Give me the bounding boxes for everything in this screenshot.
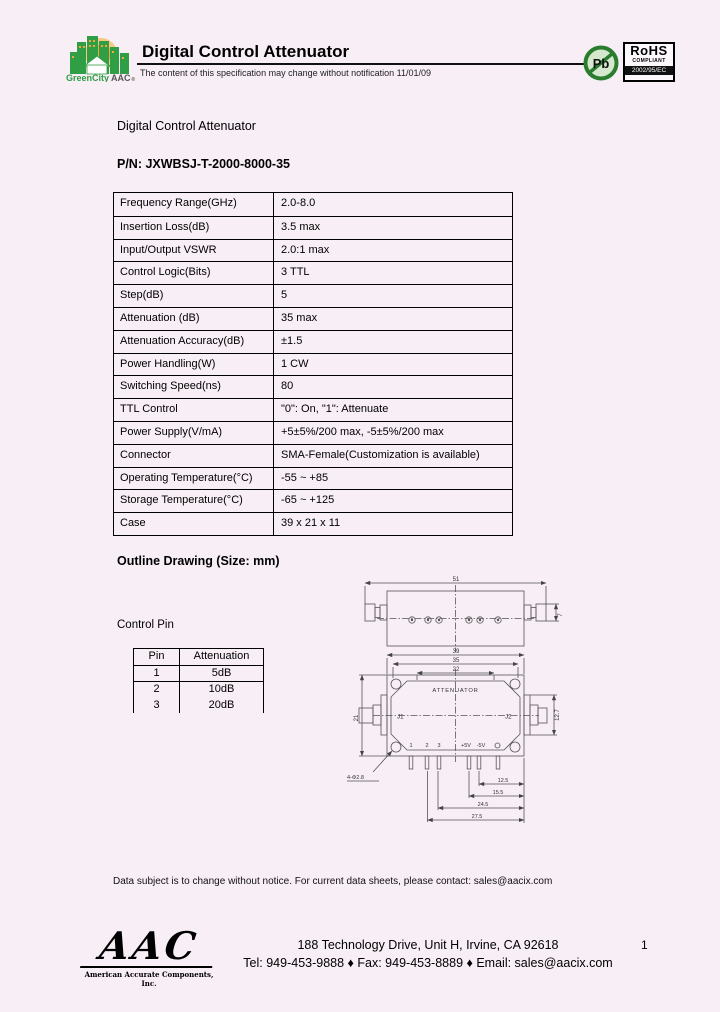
control-pin-label: Control Pin <box>117 619 174 631</box>
spec-label: Attenuation (dB) <box>114 308 274 330</box>
control-pins <box>409 756 500 769</box>
spec-label: Operating Temperature(°C) <box>114 468 274 490</box>
table-row <box>114 375 512 398</box>
pin-cell: 2 <box>134 682 180 698</box>
footer-address: 188 Technology Drive, Unit H, Irvine, CA 92618 <box>297 938 559 952</box>
pin3-label: 3 <box>437 743 441 749</box>
spec-label: Power Supply(V/mA) <box>114 422 274 444</box>
table-row <box>114 467 512 490</box>
rohs-title: RoHS <box>630 43 668 58</box>
attenuation-cell: 10dB <box>208 683 235 695</box>
header-title: Digital Control Attenuator <box>142 42 350 61</box>
spec-label: Control Logic(Bits) <box>114 262 274 284</box>
dim-24: 24.5 <box>477 802 489 808</box>
dim-front-height: 21 <box>354 714 360 722</box>
dim-conn-flange: 12.7 <box>555 709 561 721</box>
table-row <box>114 216 512 239</box>
vminus-label: -5V <box>476 743 486 749</box>
table-row <box>114 239 512 262</box>
pin-cell: 3 <box>134 698 180 714</box>
dim-holes: 4-Φ2.8 <box>347 775 364 781</box>
page-number: 1 <box>641 938 648 952</box>
outline-drawing <box>345 574 645 836</box>
table-row <box>134 682 263 698</box>
aac-logo-text: AAC <box>80 926 218 968</box>
spec-label: Connector <box>114 445 274 467</box>
spec-label: Insertion Loss(dB) <box>114 217 274 239</box>
rohs-compliant: COMPLIANT <box>632 58 666 64</box>
table-row <box>114 421 512 444</box>
part-number: P/N: JXWBSJ-T-2000-8000-35 <box>117 157 290 171</box>
spec-label: Input/Output VSWR <box>114 240 274 262</box>
spec-label: Step(dB) <box>114 285 274 307</box>
table-row <box>114 193 512 216</box>
dim-top-conn: 7 <box>558 613 564 617</box>
spec-label: Storage Temperature(°C) <box>114 490 274 512</box>
spec-value: +5±5%/200 max, -5±5%/200 max <box>281 425 444 438</box>
control-pin-table <box>133 648 264 713</box>
outline-heading: Outline Drawing (Size: mm) <box>117 554 280 568</box>
spec-value: 3 TTL <box>281 266 310 279</box>
table-row <box>114 330 512 353</box>
table-row <box>114 444 512 467</box>
rohs-directive: 2002/95/EC <box>625 66 673 75</box>
spec-label: Case <box>114 513 274 535</box>
spec-value: 1 CW <box>281 357 309 370</box>
greencity-logo <box>64 32 138 82</box>
dim-15: 15.5 <box>492 790 504 796</box>
product-subtitle: Digital Control Attenuator <box>117 119 256 133</box>
dim-front-width: 39 <box>452 649 460 655</box>
dim-front-inner: 22 <box>452 667 460 673</box>
spec-value: -55 ~ +85 <box>281 471 329 484</box>
spec-value: "0": On, "1": Attenuate <box>281 403 389 416</box>
footer-contact: Tel: 949-453-9888 ♦ Fax: 949-453-8889 ♦ Email: sales@aacix.com <box>243 956 613 970</box>
spec-value: 3.5 max <box>281 220 321 233</box>
table-row <box>114 261 512 284</box>
table-row <box>114 307 512 330</box>
lead-free-icon <box>582 44 620 82</box>
table-row <box>114 512 512 535</box>
rohs-badge <box>623 42 675 82</box>
spec-value: 2.0:1 max <box>281 243 330 256</box>
spec-value: -65 ~ +125 <box>281 494 335 507</box>
dim-27: 27.5 <box>471 814 483 820</box>
table-row <box>114 284 512 307</box>
sma-connector-left <box>365 604 375 621</box>
j2-label: J2 <box>505 713 512 721</box>
dim-top-width: 51 <box>452 577 460 583</box>
spec-label: TTL Control <box>114 399 274 421</box>
pin-col-header: Pin <box>134 649 180 665</box>
spec-label: Attenuation Accuracy(dB) <box>114 331 274 353</box>
spec-value: 39 x 21 x 11 <box>281 517 341 530</box>
table-row <box>134 698 263 714</box>
sma-connector-right <box>536 604 546 621</box>
device-label: ATTENUATOR <box>432 688 479 694</box>
spec-value: ±1.5 <box>281 334 303 347</box>
screw-holes <box>409 617 501 623</box>
table-row <box>114 489 512 512</box>
spec-table <box>113 192 513 536</box>
footnote: Data subject is to change without notice. For current data sheets, please contact: sales@aacix.com <box>113 876 553 887</box>
table-row <box>114 398 512 421</box>
spec-value: 2.0-8.0 <box>281 197 316 209</box>
attenuation-cell: 5dB <box>211 666 232 679</box>
spec-value: SMA-Female(Customization is available) <box>281 448 480 461</box>
spec-value: 80 <box>281 380 294 393</box>
header-disclaimer: The content of this specification may change without notification 11/01/09 <box>140 68 432 78</box>
spec-label: Frequency Range(GHz) <box>114 193 274 216</box>
logo-wordmark: GreenCity AAC® <box>66 73 136 82</box>
spec-label: Power Handling(W) <box>114 354 274 376</box>
aac-logo-subtext: American Accurate Components, Inc. <box>84 970 214 988</box>
spec-value: 5 <box>281 289 288 302</box>
table-row <box>114 353 512 376</box>
pin1-label: 1 <box>409 743 413 749</box>
spec-label: Switching Speed(ns) <box>114 376 274 398</box>
j1-label: J1 <box>397 713 404 721</box>
pin2-label: 2 <box>425 743 429 749</box>
pb-label: Pb <box>592 56 610 71</box>
dim-12: 12.5 <box>497 778 509 784</box>
attenuation-cell: 20dB <box>208 698 235 711</box>
dim-front-mid: 35 <box>452 658 460 664</box>
header-rule <box>137 63 585 65</box>
pin-table-header <box>134 649 263 666</box>
spec-value: 35 max <box>281 311 318 324</box>
vplus-label: +5V <box>461 743 471 749</box>
table-row <box>134 666 263 683</box>
attenuation-col-header: Attenuation <box>193 650 250 662</box>
pin-cell: 1 <box>134 666 180 682</box>
